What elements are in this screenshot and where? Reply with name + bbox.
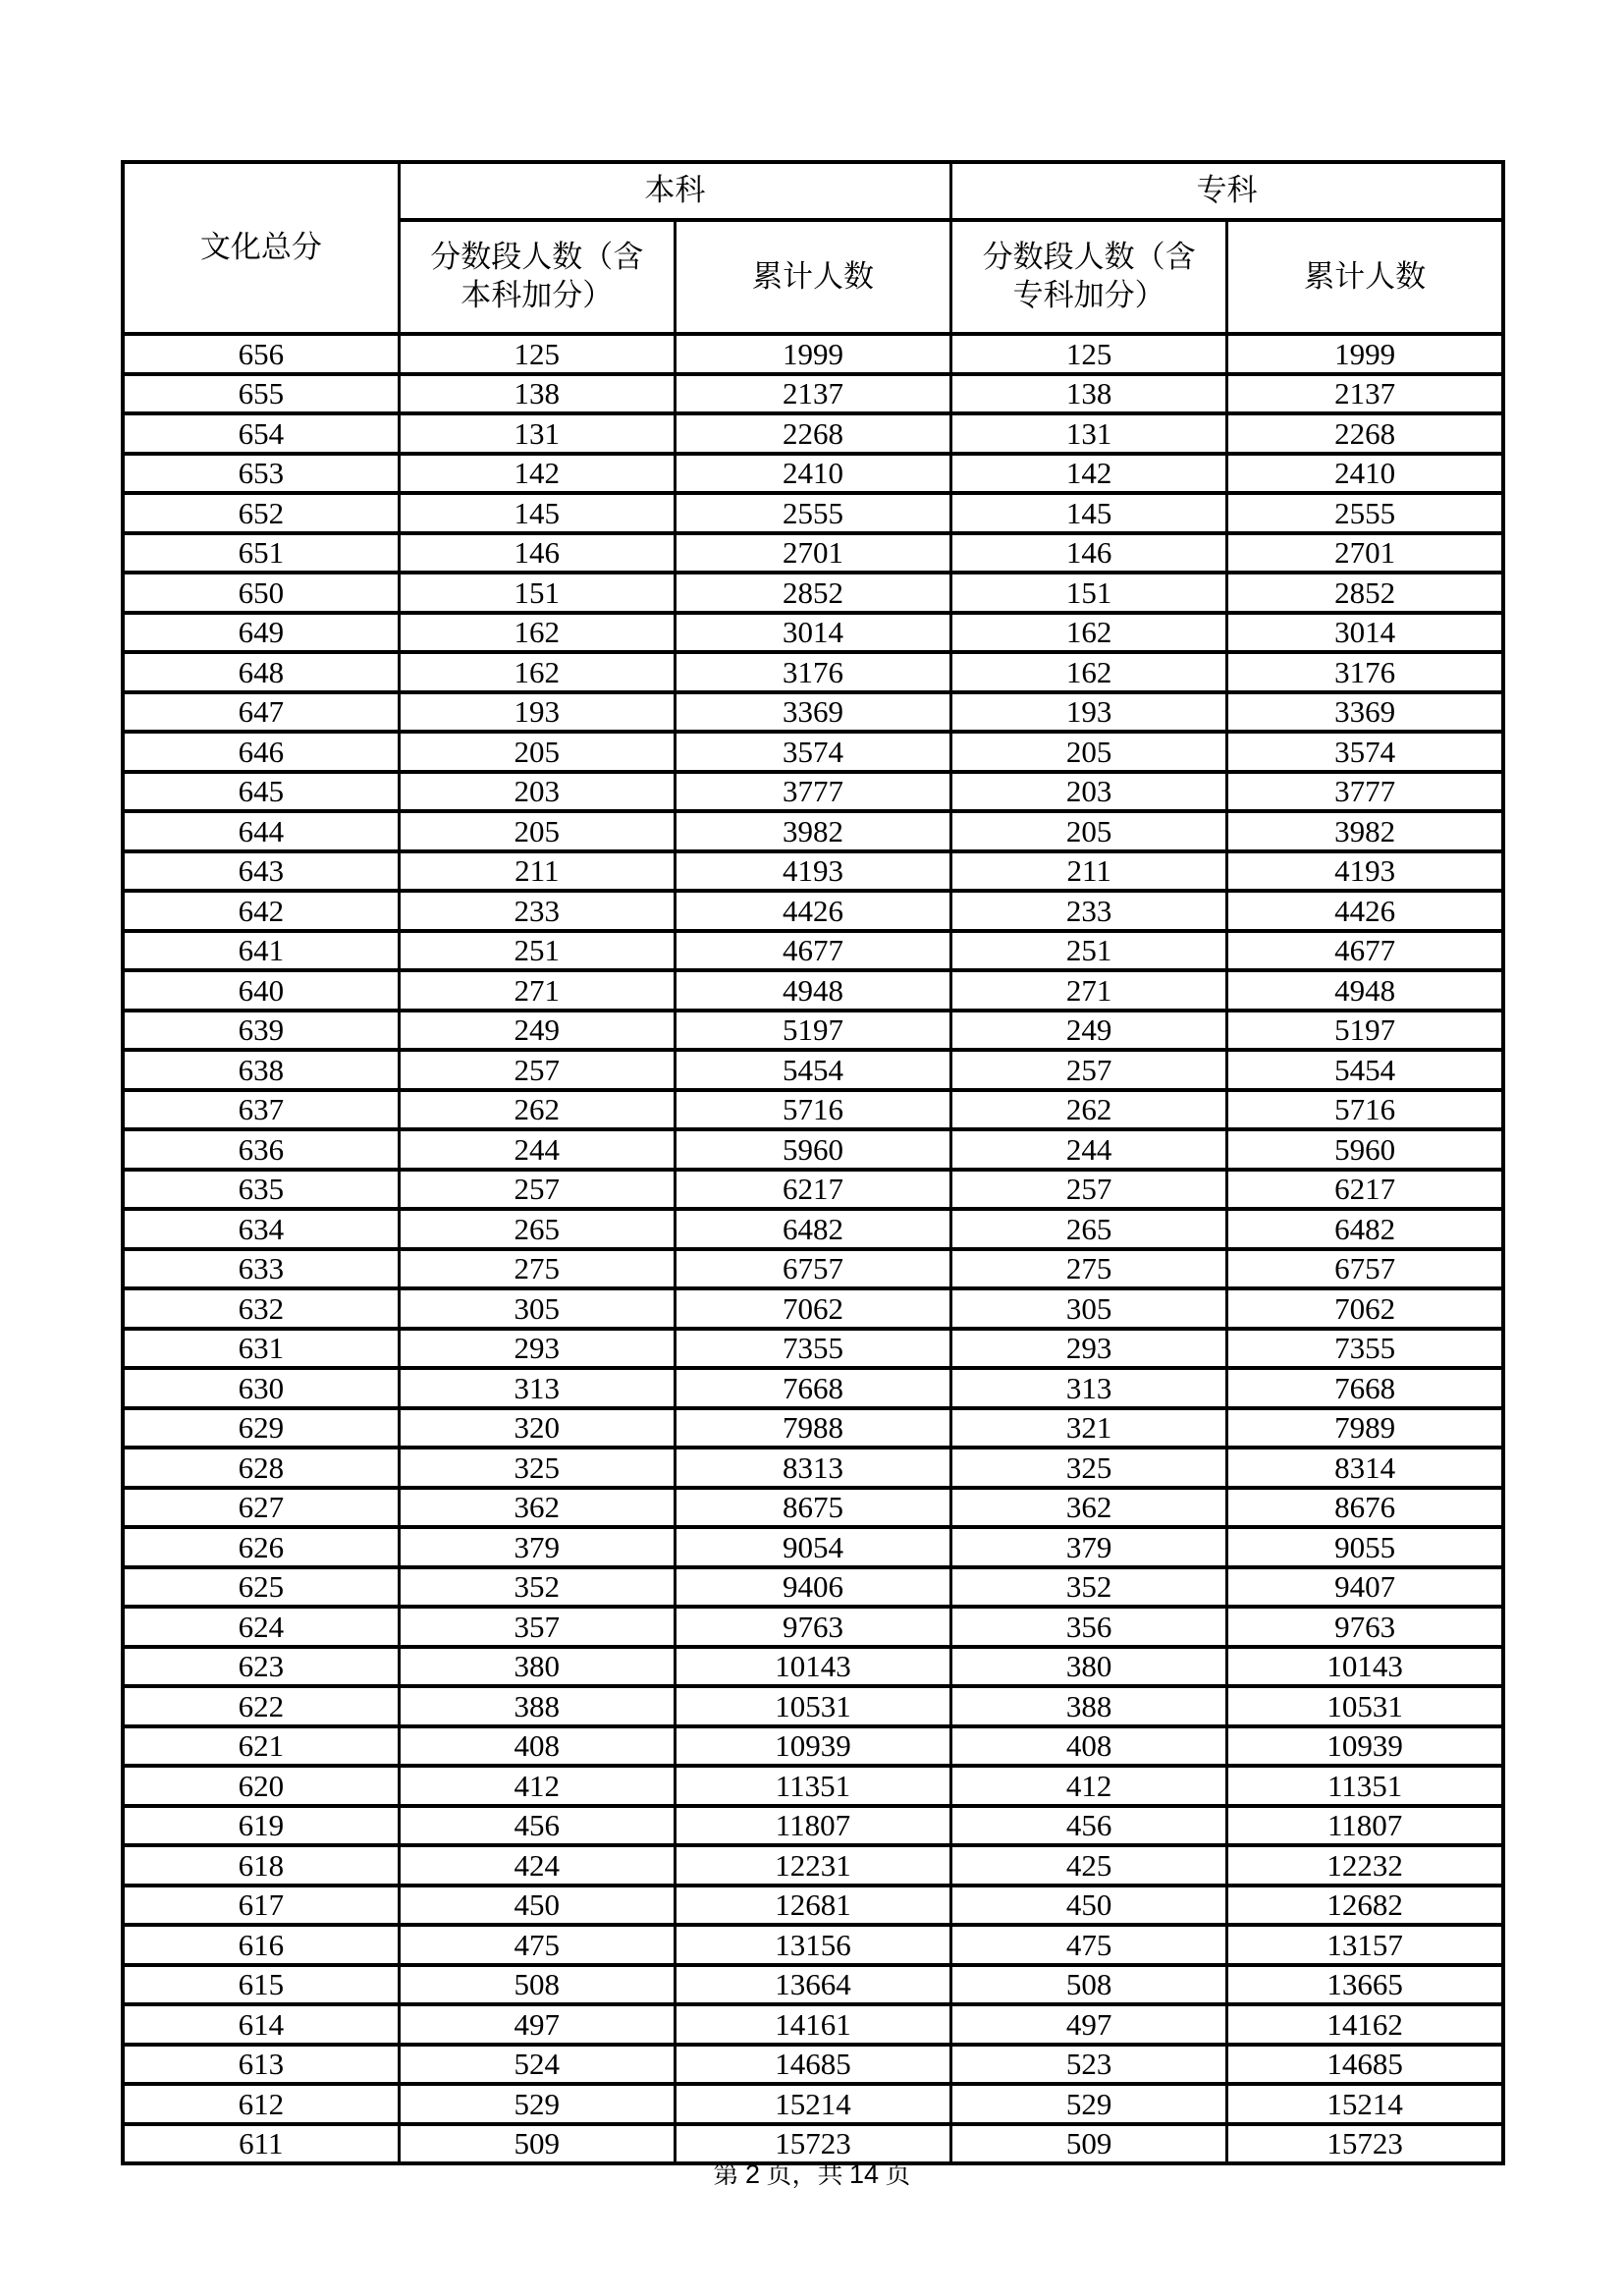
table-row	[123, 931, 1503, 971]
table-cell: 633	[123, 1249, 399, 1289]
table-cell: 637	[123, 1090, 399, 1130]
table-cell: 3982	[675, 811, 950, 851]
table-cell: 6482	[1227, 1209, 1503, 1249]
table-cell: 293	[399, 1329, 675, 1369]
table-cell: 621	[123, 1726, 399, 1767]
table-cell: 412	[951, 1766, 1227, 1806]
table-row	[123, 1806, 1503, 1846]
table-cell: 12231	[675, 1845, 950, 1886]
table-cell: 634	[123, 1209, 399, 1249]
table-cell: 619	[123, 1806, 399, 1846]
table-cell: 14161	[675, 2004, 950, 2045]
table-row	[123, 1329, 1503, 1369]
table-cell: 388	[399, 1686, 675, 1726]
table-row	[123, 1965, 1503, 2005]
table-cell: 456	[399, 1806, 675, 1846]
table-cell: 4677	[675, 931, 950, 971]
table-cell: 523	[951, 2045, 1227, 2085]
table-cell: 615	[123, 1965, 399, 2005]
table-cell: 3777	[675, 772, 950, 812]
table-row	[123, 2004, 1503, 2045]
table-cell: 617	[123, 1886, 399, 1926]
table-row	[123, 1607, 1503, 1647]
table-cell: 205	[951, 811, 1227, 851]
table-cell: 357	[399, 1607, 675, 1647]
table-cell: 6482	[675, 1209, 950, 1249]
table-cell: 626	[123, 1527, 399, 1567]
table-cell: 151	[951, 573, 1227, 613]
table-cell: 203	[399, 772, 675, 812]
table-cell: 15214	[1227, 2084, 1503, 2124]
table-cell: 630	[123, 1368, 399, 1408]
table-cell: 142	[399, 454, 675, 494]
table-cell: 649	[123, 613, 399, 653]
table-cell: 640	[123, 970, 399, 1011]
table-row	[123, 1886, 1503, 1926]
table-cell: 653	[123, 454, 399, 494]
table-cell: 15723	[1227, 2124, 1503, 2164]
table-cell: 497	[399, 2004, 675, 2045]
table-row	[123, 891, 1503, 931]
table-cell: 1999	[1227, 334, 1503, 374]
table-cell: 5197	[1227, 1011, 1503, 1051]
table-cell: 257	[951, 1170, 1227, 1210]
table-cell: 6217	[675, 1170, 950, 1210]
table-row	[123, 1726, 1503, 1767]
table-cell: 2410	[1227, 454, 1503, 494]
table-cell: 9406	[675, 1567, 950, 1608]
table-cell: 205	[951, 732, 1227, 772]
table-cell: 14685	[1227, 2045, 1503, 2085]
table-cell: 4948	[675, 970, 950, 1011]
table-cell: 305	[399, 1288, 675, 1329]
table-row	[123, 1288, 1503, 1329]
table-cell: 616	[123, 1925, 399, 1965]
table-cell: 12681	[675, 1886, 950, 1926]
table-cell: 2701	[1227, 533, 1503, 574]
table-cell: 203	[951, 772, 1227, 812]
header-culture-total-score: 文化总分	[123, 162, 399, 334]
table-cell: 10143	[675, 1647, 950, 1687]
table-cell: 611	[123, 2124, 399, 2164]
table-cell: 656	[123, 334, 399, 374]
table-cell: 3014	[1227, 613, 1503, 653]
table-cell: 262	[399, 1090, 675, 1130]
table-cell: 4193	[1227, 851, 1503, 892]
table-cell: 352	[399, 1567, 675, 1608]
table-cell: 655	[123, 374, 399, 414]
table-cell: 650	[123, 573, 399, 613]
footer-page-number: 2	[744, 2159, 760, 2189]
table-cell: 475	[951, 1925, 1227, 1965]
header-undergraduate-segment-count: 分数段人数（含 本科加分）	[399, 220, 675, 334]
table-cell: 8313	[675, 1448, 950, 1488]
table-row	[123, 1209, 1503, 1249]
table-cell: 325	[399, 1448, 675, 1488]
table-cell: 643	[123, 851, 399, 892]
table-cell: 13664	[675, 1965, 950, 2005]
table-cell: 271	[399, 970, 675, 1011]
table-row	[123, 1567, 1503, 1608]
table-cell: 646	[123, 732, 399, 772]
table-row	[123, 1488, 1503, 1528]
table-cell: 425	[951, 1845, 1227, 1886]
table-cell: 131	[399, 413, 675, 454]
table-cell: 5960	[675, 1129, 950, 1170]
table-cell: 625	[123, 1567, 399, 1608]
table-cell: 629	[123, 1408, 399, 1449]
table-cell: 10939	[1227, 1726, 1503, 1767]
table-cell: 4426	[1227, 891, 1503, 931]
table-cell: 388	[951, 1686, 1227, 1726]
table-cell: 379	[951, 1527, 1227, 1567]
table-cell: 2555	[675, 493, 950, 533]
table-cell: 412	[399, 1766, 675, 1806]
table-cell: 251	[951, 931, 1227, 971]
table-cell: 475	[399, 1925, 675, 1965]
table-cell: 6757	[675, 1249, 950, 1289]
table-cell: 145	[951, 493, 1227, 533]
table-row	[123, 1129, 1503, 1170]
table-cell: 265	[399, 1209, 675, 1249]
page-footer	[0, 2159, 1624, 2190]
table-cell: 6217	[1227, 1170, 1503, 1210]
table-cell: 2555	[1227, 493, 1503, 533]
table-cell: 2137	[1227, 374, 1503, 414]
table-cell: 257	[399, 1050, 675, 1090]
table-cell: 4948	[1227, 970, 1503, 1011]
table-cell: 7988	[675, 1408, 950, 1449]
table-cell: 162	[951, 652, 1227, 692]
table-cell: 3574	[1227, 732, 1503, 772]
header-junior-college-segment-count: 分数段人数（含 专科加分）	[951, 220, 1227, 334]
table-row	[123, 413, 1503, 454]
table-cell: 627	[123, 1488, 399, 1528]
table-body	[123, 334, 1503, 2163]
table-cell: 644	[123, 811, 399, 851]
table-cell: 362	[399, 1488, 675, 1528]
table-cell: 3176	[1227, 652, 1503, 692]
table-cell: 257	[951, 1050, 1227, 1090]
table-cell: 13665	[1227, 1965, 1503, 2005]
table-cell: 3369	[1227, 692, 1503, 733]
table-row	[123, 2045, 1503, 2085]
table-row	[123, 493, 1503, 533]
table-cell: 5716	[1227, 1090, 1503, 1130]
table-cell: 628	[123, 1448, 399, 1488]
table-cell: 13157	[1227, 1925, 1503, 1965]
table-cell: 7062	[1227, 1288, 1503, 1329]
table-cell: 631	[123, 1329, 399, 1369]
table-cell: 11351	[1227, 1766, 1503, 1806]
table-cell: 5716	[675, 1090, 950, 1130]
table-cell: 5197	[675, 1011, 950, 1051]
score-distribution-table	[121, 160, 1505, 2165]
table-cell: 320	[399, 1408, 675, 1449]
table-cell: 145	[399, 493, 675, 533]
table-cell: 249	[951, 1011, 1227, 1051]
table-cell: 654	[123, 413, 399, 454]
table-cell: 233	[951, 891, 1227, 931]
table-cell: 14685	[675, 2045, 950, 2085]
table-cell: 9054	[675, 1527, 950, 1567]
table-cell: 7062	[675, 1288, 950, 1329]
header-junior-college-cumulative-count: 累计人数	[1227, 220, 1503, 334]
table-cell: 2852	[1227, 573, 1503, 613]
table-row	[123, 851, 1503, 892]
table-cell: 408	[399, 1726, 675, 1767]
header-group-undergraduate: 本科	[399, 162, 950, 220]
table-cell: 529	[399, 2084, 675, 2124]
table-cell: 635	[123, 1170, 399, 1210]
table-cell: 138	[951, 374, 1227, 414]
table-cell: 352	[951, 1567, 1227, 1608]
table-row	[123, 1686, 1503, 1726]
table-cell: 8675	[675, 1488, 950, 1528]
table-cell: 508	[951, 1965, 1227, 2005]
table-cell: 639	[123, 1011, 399, 1051]
table-row	[123, 732, 1503, 772]
table-cell: 612	[123, 2084, 399, 2124]
table-cell: 5454	[675, 1050, 950, 1090]
table-cell: 456	[951, 1806, 1227, 1846]
table-row	[123, 454, 1503, 494]
table-cell: 125	[399, 334, 675, 374]
table-cell: 632	[123, 1288, 399, 1329]
table-cell: 2268	[675, 413, 950, 454]
table-cell: 293	[951, 1329, 1227, 1369]
table-cell: 8314	[1227, 1448, 1503, 1488]
table-row	[123, 374, 1503, 414]
table-row	[123, 1845, 1503, 1886]
table-cell: 10531	[1227, 1686, 1503, 1726]
table-cell: 313	[951, 1368, 1227, 1408]
table-cell: 620	[123, 1766, 399, 1806]
table-cell: 642	[123, 891, 399, 931]
table-cell: 4677	[1227, 931, 1503, 971]
table-cell: 125	[951, 334, 1227, 374]
table-cell: 15723	[675, 2124, 950, 2164]
table-cell: 408	[951, 1726, 1227, 1767]
footer-prefix: 第	[713, 2160, 745, 2189]
table-cell: 4193	[675, 851, 950, 892]
table-cell: 146	[399, 533, 675, 574]
table-row	[123, 652, 1503, 692]
table-row	[123, 613, 1503, 653]
footer-suffix: 页	[879, 2160, 911, 2189]
table-cell: 15214	[675, 2084, 950, 2124]
table-row	[123, 1090, 1503, 1130]
table-row	[123, 1249, 1503, 1289]
table-cell: 13156	[675, 1925, 950, 1965]
table-cell: 7355	[1227, 1329, 1503, 1369]
table-cell: 3369	[675, 692, 950, 733]
table-row	[123, 2124, 1503, 2164]
table-cell: 244	[399, 1129, 675, 1170]
table-cell: 2137	[675, 374, 950, 414]
table-cell: 162	[399, 613, 675, 653]
table-cell: 11807	[675, 1806, 950, 1846]
table-cell: 509	[399, 2124, 675, 2164]
table-row	[123, 1368, 1503, 1408]
table-cell: 380	[951, 1647, 1227, 1687]
table-cell: 356	[951, 1607, 1227, 1647]
table-cell: 193	[951, 692, 1227, 733]
table-cell: 10531	[675, 1686, 950, 1726]
table-cell: 652	[123, 493, 399, 533]
table-cell: 613	[123, 2045, 399, 2085]
table-cell: 14162	[1227, 2004, 1503, 2045]
table-cell: 380	[399, 1647, 675, 1687]
table-cell: 11807	[1227, 1806, 1503, 1846]
table-cell: 3574	[675, 732, 950, 772]
table-cell: 12232	[1227, 1845, 1503, 1886]
table-row	[123, 1647, 1503, 1687]
table-cell: 211	[951, 851, 1227, 892]
table-cell: 618	[123, 1845, 399, 1886]
table-cell: 1999	[675, 334, 950, 374]
table-cell: 5454	[1227, 1050, 1503, 1090]
table-cell: 325	[951, 1448, 1227, 1488]
table-cell: 4426	[675, 891, 950, 931]
table-cell: 2852	[675, 573, 950, 613]
table-cell: 7355	[675, 1329, 950, 1369]
table-row	[123, 573, 1503, 613]
table-cell: 321	[951, 1408, 1227, 1449]
table-row	[123, 811, 1503, 851]
table-cell: 205	[399, 811, 675, 851]
table-cell: 450	[951, 1886, 1227, 1926]
table-cell: 645	[123, 772, 399, 812]
table-cell: 9763	[675, 1607, 950, 1647]
table-cell: 193	[399, 692, 675, 733]
table-cell: 524	[399, 2045, 675, 2085]
table-cell: 8676	[1227, 1488, 1503, 1528]
table-cell: 651	[123, 533, 399, 574]
table-cell: 257	[399, 1170, 675, 1210]
table-cell: 162	[951, 613, 1227, 653]
table-cell: 10143	[1227, 1647, 1503, 1687]
table-cell: 262	[951, 1090, 1227, 1130]
table-row	[123, 334, 1503, 374]
header-group-junior-college: 专科	[951, 162, 1503, 220]
table-cell: 2410	[675, 454, 950, 494]
header-group-row	[123, 162, 1503, 220]
table-cell: 205	[399, 732, 675, 772]
table-cell: 244	[951, 1129, 1227, 1170]
table-cell: 6757	[1227, 1249, 1503, 1289]
table-header	[123, 162, 1503, 334]
table-cell: 2268	[1227, 413, 1503, 454]
table-row	[123, 970, 1503, 1011]
table-cell: 211	[399, 851, 675, 892]
table-cell: 275	[951, 1249, 1227, 1289]
table-cell: 249	[399, 1011, 675, 1051]
table-cell: 3176	[675, 652, 950, 692]
table-cell: 151	[399, 573, 675, 613]
table-cell: 313	[399, 1368, 675, 1408]
table-cell: 9407	[1227, 1567, 1503, 1608]
table-cell: 265	[951, 1209, 1227, 1249]
table-cell: 10939	[675, 1726, 950, 1767]
table-cell: 12682	[1227, 1886, 1503, 1926]
table-row	[123, 1011, 1503, 1051]
table-cell: 11351	[675, 1766, 950, 1806]
footer-total-pages: 14	[849, 2159, 880, 2189]
table-row	[123, 1170, 1503, 1210]
table-row	[123, 1766, 1503, 1806]
table-row	[123, 533, 1503, 574]
table-cell: 305	[951, 1288, 1227, 1329]
table-row	[123, 1448, 1503, 1488]
table-cell: 131	[951, 413, 1227, 454]
table-cell: 424	[399, 1845, 675, 1886]
table-cell: 641	[123, 931, 399, 971]
table-cell: 7668	[1227, 1368, 1503, 1408]
table-cell: 7989	[1227, 1408, 1503, 1449]
table-cell: 623	[123, 1647, 399, 1687]
table-cell: 138	[399, 374, 675, 414]
table-cell: 146	[951, 533, 1227, 574]
table-row	[123, 1050, 1503, 1090]
header-undergraduate-cumulative-count: 累计人数	[675, 220, 950, 334]
table-row	[123, 2084, 1503, 2124]
table-cell: 275	[399, 1249, 675, 1289]
table-row	[123, 692, 1503, 733]
table-cell: 624	[123, 1607, 399, 1647]
table-cell: 233	[399, 891, 675, 931]
table-cell: 614	[123, 2004, 399, 2045]
table-row	[123, 1408, 1503, 1449]
table-cell: 622	[123, 1686, 399, 1726]
table-cell: 638	[123, 1050, 399, 1090]
table-cell: 509	[951, 2124, 1227, 2164]
table-cell: 3014	[675, 613, 950, 653]
table-cell: 636	[123, 1129, 399, 1170]
table-cell: 162	[399, 652, 675, 692]
table-cell: 529	[951, 2084, 1227, 2124]
table-cell: 251	[399, 931, 675, 971]
table-cell: 379	[399, 1527, 675, 1567]
table-cell: 648	[123, 652, 399, 692]
table-row	[123, 1527, 1503, 1567]
table-cell: 5960	[1227, 1129, 1503, 1170]
table-cell: 647	[123, 692, 399, 733]
footer-middle: 页，共	[759, 2160, 849, 2189]
table-row	[123, 1925, 1503, 1965]
table-cell: 450	[399, 1886, 675, 1926]
table-cell: 362	[951, 1488, 1227, 1528]
table-cell: 508	[399, 1965, 675, 2005]
table-cell: 2701	[675, 533, 950, 574]
table-cell: 497	[951, 2004, 1227, 2045]
table-cell: 9763	[1227, 1607, 1503, 1647]
table-cell: 271	[951, 970, 1227, 1011]
table-cell: 3777	[1227, 772, 1503, 812]
table-cell: 7668	[675, 1368, 950, 1408]
table-cell: 3982	[1227, 811, 1503, 851]
table-cell: 142	[951, 454, 1227, 494]
table-row	[123, 772, 1503, 812]
table-cell: 9055	[1227, 1527, 1503, 1567]
